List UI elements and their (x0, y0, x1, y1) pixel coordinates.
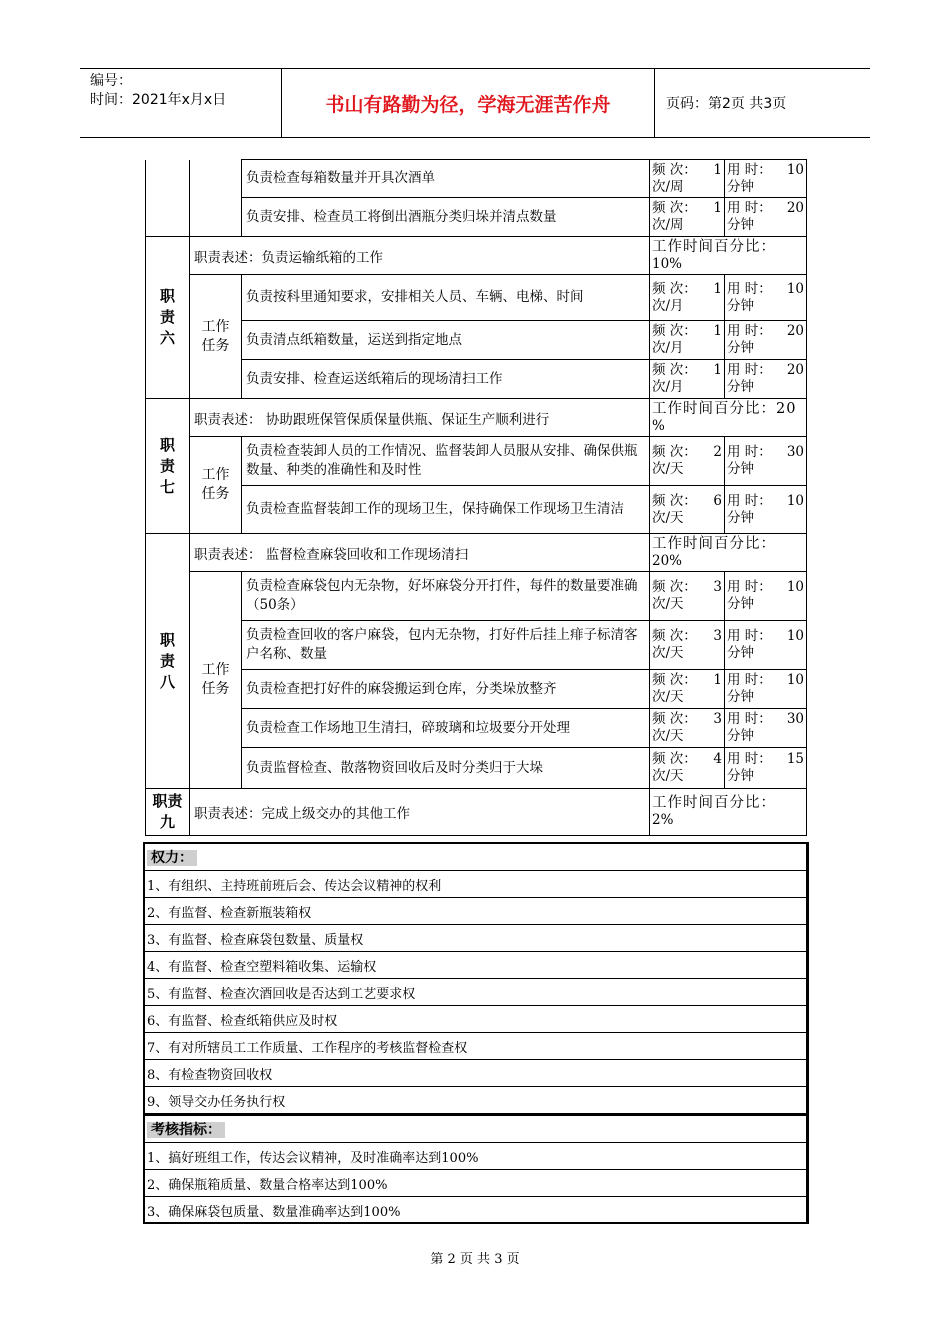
duration-cell (725, 670, 807, 709)
duty-name (146, 534, 190, 789)
duration-value: 10 (786, 161, 804, 178)
duration-unit: 分钟 (727, 645, 754, 661)
duration-unit: 分钟 (727, 596, 754, 612)
task-label-text: 工作任务 (201, 662, 230, 697)
duration-label: 用 时： (727, 579, 772, 595)
time-percentage-label: 工作时间百分比：20 (652, 400, 797, 417)
duty-name-line: 职责 (152, 792, 183, 810)
rights-row (144, 1087, 807, 1114)
frequency-cell (650, 670, 725, 709)
frequency-label: 频 次： (652, 444, 697, 460)
duty-name-line: 九 (159, 813, 175, 831)
frequency-count: 1 (713, 672, 722, 688)
duration-value: 10 (786, 579, 804, 595)
task-label (190, 437, 242, 534)
duty-name-char: 责 (159, 651, 175, 670)
frequency-label: 频 次： (652, 628, 697, 644)
indicator-item: 1、搞好班组工作，传达会议精神，及时准确率达到100% (144, 1143, 807, 1170)
frequency-label: 频 次： (652, 323, 697, 339)
duty-statement: 职责表述： 协助跟班保管保质保量供瓶、保证生产顺利进行 (190, 399, 650, 437)
frequency-count: 1 (713, 161, 722, 178)
duty-name-char: 职 (159, 287, 175, 305)
frequency-cell (650, 486, 725, 534)
time-percentage-value: 20% (652, 552, 683, 569)
frequency-unit: 次/周 (652, 217, 684, 233)
duration-label: 用 时： (727, 200, 772, 216)
frequency-count: 1 (713, 323, 722, 339)
task-label (190, 275, 242, 399)
task-row (146, 709, 807, 748)
task-row (146, 670, 807, 709)
duration-cell (725, 748, 807, 789)
duration-label: 用 时： (727, 323, 772, 339)
time-percentage (650, 789, 807, 836)
frequency-cell (650, 321, 725, 360)
duty-table (145, 159, 807, 836)
time-percentage (650, 399, 807, 437)
duty-name (146, 399, 190, 534)
duration-label: 用 时： (727, 672, 772, 688)
frequency-unit: 次/周 (652, 178, 684, 195)
duration-value: 20 (786, 362, 804, 378)
rights-row (144, 1060, 807, 1087)
duration-cell (725, 360, 807, 399)
duty-statement: 职责表述：完成上级交办的其他工作 (190, 789, 650, 836)
duration-value: 30 (786, 444, 804, 460)
duration-label: 用 时： (727, 711, 772, 727)
duration-unit: 分钟 (727, 728, 754, 744)
frequency-unit: 次/月 (652, 379, 684, 395)
duty-statement-row (146, 534, 807, 572)
frequency-cell (650, 275, 725, 321)
duty-name-char: 六 (159, 329, 175, 347)
task-text: 负责检查监督装卸工作的现场卫生，保持确保工作现场卫生清洁 (242, 486, 650, 534)
duration-cell (725, 486, 807, 534)
duration-label: 用 时： (727, 492, 772, 509)
frequency-label: 频 次： (652, 579, 697, 595)
duty-statement-row (146, 399, 807, 437)
duration-value: 10 (786, 672, 804, 688)
duration-unit: 分钟 (727, 178, 754, 195)
time-percentage (650, 534, 807, 572)
frequency-label: 频 次： (652, 492, 697, 509)
rights-item: 1、有组织、主持班前班后会、传达会议精神的权利 (144, 871, 807, 898)
task-row (146, 360, 807, 399)
frequency-unit: 次/月 (652, 340, 684, 356)
duty-name-char: 七 (159, 477, 175, 496)
duration-cell (725, 198, 807, 237)
duration-label: 用 时： (727, 161, 772, 178)
time-percentage-label: 工作时间百分比： (652, 238, 776, 255)
duration-cell (725, 275, 807, 321)
rights-item: 2、有监督、检查新瓶装箱权 (144, 898, 807, 925)
task-label-text: 工作任务 (201, 467, 230, 502)
duty-statement-row (146, 789, 807, 836)
frequency-cell (650, 160, 725, 198)
task-row (146, 748, 807, 789)
frequency-count: 2 (713, 444, 722, 460)
frequency-count: 1 (713, 200, 722, 216)
duration-value: 10 (786, 280, 804, 297)
frequency-count: 3 (713, 628, 722, 644)
rights-item: 4、有监督、检查空塑料箱收集、运输权 (144, 952, 807, 979)
frequency-cell (650, 360, 725, 399)
frequency-count: 1 (713, 280, 722, 297)
task-text: 负责检查把打好件的麻袋搬运到仓库，分类垛放整齐 (242, 670, 650, 709)
duty-name-char: 职 (159, 435, 175, 454)
rights-title: 权力： (144, 843, 807, 871)
page-label: 页码：第2页 共3页 (666, 96, 787, 112)
duration-cell (725, 572, 807, 621)
code-label: 编号： (90, 73, 132, 89)
duration-unit: 分钟 (727, 689, 754, 705)
duty-name (146, 789, 190, 836)
task-label-continued (190, 160, 242, 237)
duration-value: 20 (786, 323, 804, 339)
frequency-label: 频 次： (652, 200, 697, 216)
task-row (146, 437, 807, 486)
duration-cell (725, 709, 807, 748)
duration-cell (725, 321, 807, 360)
frequency-cell (650, 198, 725, 237)
duration-cell (725, 621, 807, 670)
indicator-item: 3、确保麻袋包质量、数量准确率达到100% (144, 1197, 807, 1224)
rights-row (144, 1033, 807, 1060)
frequency-cell (650, 709, 725, 748)
task-text: 负责检查每箱数量并开具次酒单 (242, 160, 650, 198)
frequency-cell (650, 748, 725, 789)
duty-statement: 职责表述：负责运输纸箱的工作 (190, 237, 650, 275)
rights-item: 9、领导交办任务执行权 (144, 1087, 807, 1114)
rights-row (144, 1006, 807, 1033)
frequency-unit: 次/天 (652, 645, 684, 661)
task-label-text: 工作任务 (201, 318, 230, 354)
duration-unit: 分钟 (727, 461, 754, 477)
task-text: 负责清点纸箱数量，运送到指定地点 (242, 321, 650, 360)
frequency-unit: 次/天 (652, 689, 684, 705)
rights-item: 8、有检查物资回收权 (144, 1060, 807, 1087)
frequency-unit: 次/天 (652, 461, 684, 477)
duration-value: 20 (786, 200, 804, 216)
rights-item: 3、有监督、检查麻袋包数量、质量权 (144, 925, 807, 952)
indicators-title: 考核指标： (144, 1115, 807, 1143)
indicator-row (144, 1197, 807, 1224)
task-row (146, 275, 807, 321)
duration-value: 10 (786, 492, 804, 509)
task-row (146, 572, 807, 621)
task-row (146, 160, 807, 198)
task-text: 负责检查回收的客户麻袋，包内无杂物，打好件后挂上痱子标清客户名称、数量 (242, 621, 650, 670)
time-label: 时间：2021年x月x日 (90, 92, 227, 108)
rights-row (144, 979, 807, 1006)
task-label (190, 572, 242, 789)
rights-row (144, 925, 807, 952)
duty-name-char: 八 (159, 672, 175, 691)
task-text: 负责监督检查、散落物资回收后及时分类归于大垛 (242, 748, 650, 789)
duration-value: 15 (786, 751, 804, 767)
task-row (146, 198, 807, 237)
duration-cell (725, 437, 807, 486)
frequency-count: 3 (713, 711, 722, 727)
header-meta (80, 69, 282, 137)
frequency-unit: 次/天 (652, 509, 684, 526)
task-text: 负责检查工作场地卫生清扫，碎玻璃和垃圾要分开处理 (242, 709, 650, 748)
duration-value: 10 (786, 628, 804, 644)
duration-label: 用 时： (727, 751, 772, 767)
frequency-label: 频 次： (652, 672, 697, 688)
indicator-item: 2、确保瓶箱质量、数量合格率达到100% (144, 1170, 807, 1197)
frequency-cell (650, 437, 725, 486)
duration-value: 30 (786, 711, 804, 727)
time-percentage-value: 2% (652, 812, 674, 828)
duty-statement: 职责表述： 监督检查麻袋回收和工作现场清扫 (190, 534, 650, 572)
page-header (80, 68, 870, 138)
page-footer: 第 2 页 共 3 页 (430, 1252, 520, 1267)
rights-row (144, 871, 807, 898)
frequency-unit: 次/天 (652, 728, 684, 744)
frequency-unit: 次/天 (652, 768, 684, 784)
duty-name-char: 责 (159, 308, 175, 326)
frequency-unit: 次/月 (652, 297, 684, 314)
indicator-row (144, 1143, 807, 1170)
task-text: 负责检查装卸人员的工作情况、监督装卸人员服从安排、确保供瓶数量、种类的准确性和及时性 (242, 437, 650, 486)
duration-unit: 分钟 (727, 379, 754, 395)
task-row (146, 486, 807, 534)
duty-name-char: 责 (159, 456, 175, 475)
duration-label: 用 时： (727, 444, 772, 460)
duty-name-continued (146, 160, 190, 237)
frequency-count: 1 (713, 362, 722, 378)
duration-unit: 分钟 (727, 217, 754, 233)
duty-statement-row (146, 237, 807, 275)
task-text: 负责检查麻袋包内无杂物，好坏麻袋分开打件，每件的数量要准确（50条） (242, 572, 650, 621)
duty-name-char: 职 (159, 630, 175, 649)
indicators-table (143, 1114, 807, 1224)
task-text: 负责安排、检查运送纸箱后的现场清扫工作 (242, 360, 650, 399)
frequency-label: 频 次： (652, 711, 697, 727)
time-percentage-value: 10% (652, 255, 683, 272)
time-percentage-label: 工作时间百分比： (652, 795, 776, 811)
duration-label: 用 时： (727, 362, 772, 378)
duty-name (146, 237, 190, 399)
frequency-count: 4 (713, 751, 722, 767)
frequency-cell (650, 621, 725, 670)
task-row (146, 321, 807, 360)
time-percentage-label: 工作时间百分比： (652, 535, 776, 552)
rights-item: 6、有监督、检查纸箱供应及时权 (144, 1006, 807, 1033)
frequency-count: 3 (713, 579, 722, 595)
frequency-cell (650, 572, 725, 621)
rights-table (143, 842, 807, 1114)
frequency-count: 6 (713, 492, 722, 509)
task-text: 负责按科里通知要求，安排相关人员、车辆、电梯、时间 (242, 275, 650, 321)
indicator-row (144, 1170, 807, 1197)
frequency-label: 频 次： (652, 280, 697, 297)
rights-row (144, 952, 807, 979)
rights-item: 7、有对所辖员工工作质量、工作程序的考核监督检查权 (144, 1033, 807, 1060)
duration-unit: 分钟 (727, 297, 754, 314)
rights-item: 5、有监督、检查次酒回收是否达到工艺要求权 (144, 979, 807, 1006)
duration-cell (725, 160, 807, 198)
duration-unit: 分钟 (727, 509, 754, 526)
time-percentage (650, 237, 807, 275)
frequency-label: 频 次： (652, 362, 697, 378)
frequency-label: 频 次： (652, 161, 697, 178)
rights-row (144, 898, 807, 925)
frequency-unit: 次/天 (652, 596, 684, 612)
duration-label: 用 时： (727, 628, 772, 644)
task-row (146, 621, 807, 670)
task-text: 负责安排、检查员工将倒出酒瓶分类归垛并清点数量 (242, 198, 650, 237)
duration-unit: 分钟 (727, 340, 754, 356)
frequency-label: 频 次： (652, 751, 697, 767)
motto: 书山有路勤为径，学海无涯苦作舟 (282, 69, 655, 137)
duration-label: 用 时： (727, 280, 772, 297)
duration-unit: 分钟 (727, 768, 754, 784)
time-percentage-value: % (652, 417, 665, 434)
